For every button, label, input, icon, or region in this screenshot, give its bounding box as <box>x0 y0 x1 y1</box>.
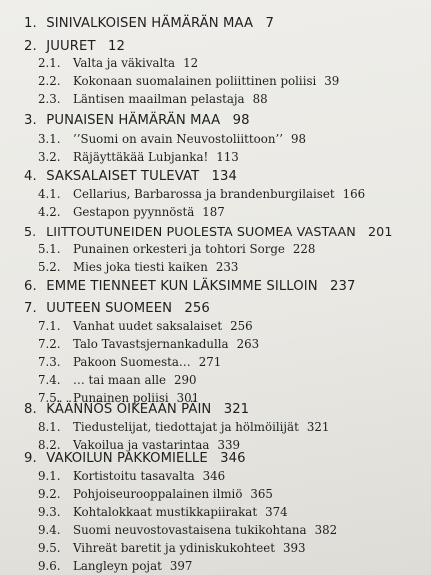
chapter-heading <box>24 301 210 316</box>
section-title: Punainen orkesteri ja tohtori Sorge <box>73 242 285 256</box>
section-number: 3.1. <box>38 132 61 146</box>
toc-section <box>38 355 221 369</box>
section-number: 9.3. <box>38 505 61 519</box>
section-page: 88 <box>252 92 268 106</box>
section-title: Suomi neuvostovastaisena tukikohtana <box>73 523 307 537</box>
chapter-title: VAKOILUN PAKKOMIELLE <box>46 451 208 466</box>
chapter-page: 98 <box>232 113 250 128</box>
chapter-title: EMME TIENNEET KUN LÄKSIMME SILLOIN <box>46 279 318 294</box>
toc-section <box>38 469 225 483</box>
section-number: 3.2. <box>38 150 61 164</box>
chapter-number: 8. <box>24 402 37 417</box>
section-page: 39 <box>324 74 340 88</box>
chapter-title: LIITTOUTUNEIDEN PUOLESTA SUOMEA VASTAAN <box>46 224 356 239</box>
section-page: 393 <box>282 541 306 555</box>
chapter-page: 237 <box>330 279 356 294</box>
section-number: 7.4. <box>38 373 61 387</box>
toc-section <box>38 242 315 256</box>
section-title: Langleyn pojat <box>73 559 162 573</box>
chapter-number: 1. <box>24 16 37 31</box>
toc-section <box>38 420 329 434</box>
section-page: 290 <box>174 373 197 387</box>
section-title: Pohjoiseurooppalainen ilmiö <box>73 487 243 501</box>
section-page: 228 <box>292 242 316 256</box>
section-title: Valta ja väkivalta <box>73 56 176 70</box>
chapter-title: SINIVALKOISEN HÄMÄRÄN MAA <box>46 16 254 31</box>
toc-section <box>38 559 192 573</box>
section-title: Punainen poliisi <box>73 391 169 405</box>
chapter-page: 256 <box>184 301 210 316</box>
chapter-title: JUURET <box>46 39 96 54</box>
chapter-heading <box>24 279 356 294</box>
section-page: 321 <box>306 420 330 434</box>
section-title: Kortistoitu tasavalta <box>73 469 195 483</box>
section-page: 382 <box>314 523 338 537</box>
section-number: 7.3. <box>38 355 61 369</box>
section-number: 2.1. <box>38 56 61 70</box>
chapter-number: 9. <box>24 451 37 466</box>
toc-section <box>38 541 305 555</box>
chapter-page: 12 <box>107 39 125 54</box>
section-title: Läntisen maailman pelastaja <box>73 92 245 106</box>
section-title: ’’Suomi on avain Neuvostoliittoon’’ <box>73 132 283 146</box>
section-page: 301 <box>176 391 200 405</box>
section-page: 98 <box>290 132 306 146</box>
toc-section <box>38 56 198 70</box>
chapter-page: 346 <box>220 451 246 466</box>
section-page: 374 <box>265 505 288 519</box>
section-title: Räjäyttäkää Lubjanka! <box>73 150 209 164</box>
section-number: 2.3. <box>38 92 61 106</box>
section-number: 8.2. <box>38 438 61 452</box>
toc-section <box>38 337 259 351</box>
chapter-number: 5. <box>24 224 37 239</box>
chapter-number: 4. <box>24 169 37 184</box>
section-title: Vihreät baretit ja ydiniskukohteet <box>73 541 275 555</box>
toc-section <box>38 74 339 88</box>
section-number: 7.2. <box>38 337 61 351</box>
section-number: 7.5. <box>38 391 61 405</box>
section-number: 9.5. <box>38 541 61 555</box>
section-title: Vanhat uudet saksalaiset <box>73 319 223 333</box>
section-page: 339 <box>217 438 240 452</box>
section-number: 8.1. <box>38 420 61 434</box>
section-number: 7.1. <box>38 319 61 333</box>
section-number: 9.2. <box>38 487 61 501</box>
section-number: 9.1. <box>38 469 61 483</box>
toc-section <box>38 187 365 201</box>
section-number: 5.2. <box>38 260 61 274</box>
section-title: Gestapon pyynnöstä <box>73 205 195 219</box>
toc-section <box>38 438 240 452</box>
chapter-title: SAKSALAISET TULEVAT <box>46 169 200 184</box>
section-page: 263 <box>236 337 260 351</box>
section-number: 4.1. <box>38 187 61 201</box>
section-number: 5.1. <box>38 242 61 256</box>
section-page: 397 <box>169 559 193 573</box>
toc-section <box>38 487 273 501</box>
toc-section <box>38 132 306 146</box>
toc-section <box>38 523 337 537</box>
chapter-heading <box>24 169 237 184</box>
chapter-page: 201 <box>368 224 393 239</box>
chapter-heading <box>24 224 393 239</box>
chapter-number: 2. <box>24 39 37 54</box>
section-page: 256 <box>230 319 253 333</box>
section-number: 2.2. <box>38 74 61 88</box>
chapter-title: KÄÄNNÖS OIKEAAN PÄIN <box>46 402 212 417</box>
chapter-heading <box>24 39 125 54</box>
section-page: 12 <box>183 56 199 70</box>
section-title: Pakoon Suomesta… <box>73 355 191 369</box>
chapter-number: 3. <box>24 113 37 128</box>
section-title: Mies joka tiesti kaiken <box>73 260 208 274</box>
section-page: 365 <box>250 487 273 501</box>
section-number: 9.6. <box>38 559 61 573</box>
toc-section <box>38 373 197 387</box>
section-title: … tai maan alle <box>73 373 167 387</box>
section-title: Tiedustelijat, tiedottajat ja hölmöilijät <box>73 420 299 434</box>
section-title: Talo Tavastsjernankadulla <box>73 337 229 351</box>
section-number: 4.2. <box>38 205 61 219</box>
chapter-number: 7. <box>24 301 37 316</box>
section-page: 166 <box>342 187 366 201</box>
section-page: 233 <box>215 260 239 274</box>
chapter-heading <box>24 113 250 128</box>
toc-section <box>38 319 253 333</box>
section-number: 9.4. <box>38 523 61 537</box>
chapter-page: 321 <box>223 402 250 417</box>
section-page: 187 <box>202 205 225 219</box>
toc-section <box>38 205 225 219</box>
section-page: 346 <box>202 469 226 483</box>
toc-section <box>38 92 268 106</box>
chapter-number: 6. <box>24 279 37 294</box>
section-title: Cellarius, Barbarossa ja brandenburgilaiset <box>73 187 335 201</box>
toc-section <box>38 505 288 519</box>
chapter-title: UUTEEN SUOMEEN <box>46 301 173 316</box>
section-title: Kohtalokkaat mustikkapiirakat <box>73 505 258 519</box>
section-title: Vakoilua ja vastarintaa <box>73 438 210 452</box>
section-page: 113 <box>216 150 239 164</box>
toc-section <box>38 260 238 274</box>
chapter-heading <box>24 451 246 466</box>
section-page: 271 <box>198 355 222 369</box>
chapter-title: PUNAISEN HÄMÄRÄN MAA <box>46 113 221 128</box>
section-title: Kokonaan suomalainen poliittinen poliisi <box>73 74 317 88</box>
chapter-heading <box>24 402 249 417</box>
chapter-heading <box>24 16 274 31</box>
chapter-page: 134 <box>211 169 238 184</box>
chapter-page: 7 <box>265 16 274 31</box>
toc-section <box>38 150 239 164</box>
